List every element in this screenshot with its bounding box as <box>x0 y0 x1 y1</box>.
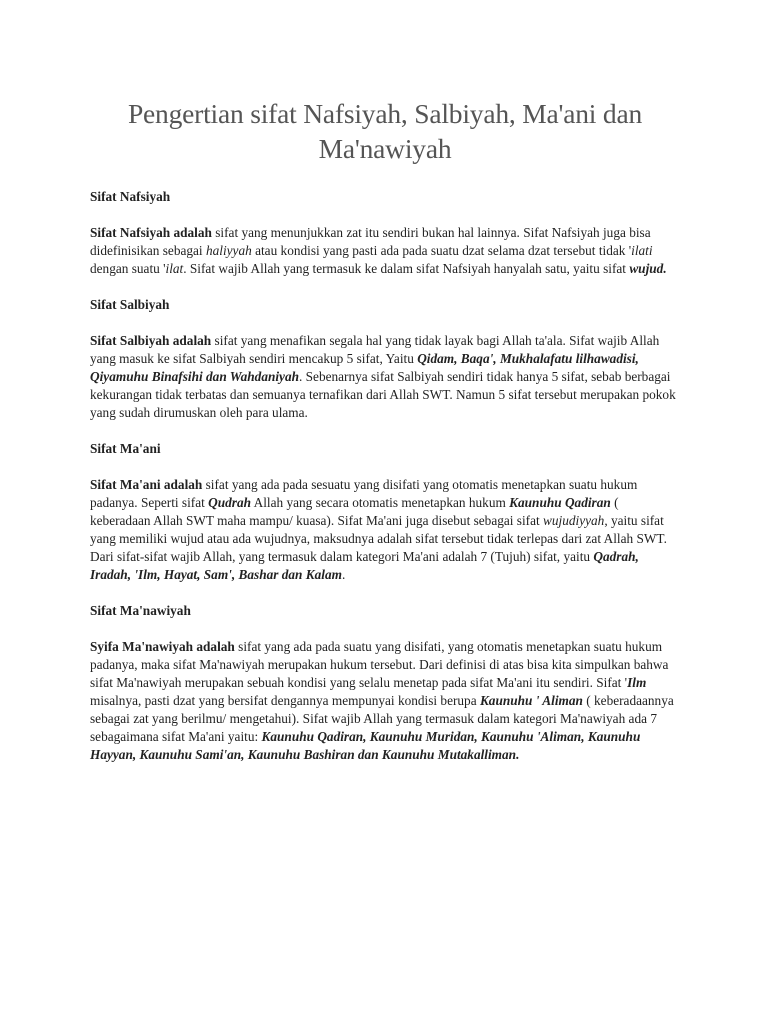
section-paragraph: Sifat Ma'ani adalah sifat yang ada pada sesuatu yang disifati yang otomatis menetapkan suatu hukum padanya. Seperti sifat Qudrah Allah yang secara otomatis menetapkan hukum Kaunuhu Qadiran ( keberadaan Allah SWT maha mampu/ kuasa). Sifat Ma'ani juga disebut sebagai sifat wujudiyyah, yaitu sifat yang memiliki wujud atau ada wujudnya, maksudnya adalah sifat tersebut tidak terlepas dari zat Allah SWT. Dari sifat-sifat wajib Allah, yang termasuk dalam kategori Ma'ani adalah 7 (Tujuh) sifat, yaitu Qadrah, Iradah, 'Ilm, Hayat, Sam', Bashar dan Kalam. <box>90 477 667 582</box>
section-heading: Sifat Ma'ani <box>90 441 161 456</box>
section-salbiyah <box>90 296 680 422</box>
section-heading: Sifat Salbiyah <box>90 297 170 312</box>
section-heading: Sifat Ma'nawiyah <box>90 603 191 618</box>
section-manawiyah <box>90 602 680 764</box>
page-title: Pengertian sifat Nafsiyah, Salbiyah, Ma'ani dan Ma'nawiyah <box>127 98 643 164</box>
document-page <box>90 0 680 764</box>
section-maani <box>90 440 680 584</box>
section-paragraph: Sifat Salbiyah adalah sifat yang menafikan segala hal yang tidak layak bagi Allah ta'ala. Sifat wajib Allah yang masuk ke sifat Salbiyah sendiri mencakup 5 sifat, Yaitu Qidam, Baqa', Mukhalafatu lilhawadisi, Qiyamuhu Binafsihi dan Wahdaniyah. Sebenarnya sifat Salbiyah sendiri tidak hanya 5 sifat, sebab berbagai kekurangan tidak terbatas dan semuanya ternafikan dari Allah SWT. Namun 5 sifat tersebut merupakan pokok yang sudah dirumuskan oleh para ulama. <box>90 333 676 420</box>
section-nafsiyah <box>90 188 680 278</box>
section-paragraph: Syifa Ma'nawiyah adalah sifat yang ada pada suatu yang disifati, yang otomatis menetapkan suatu hukum padanya, maka sifat Ma'nawiyah merupakan hukum tersebut. Dari definisi di atas bisa kita simpulkan bahwa sifat Ma'nawiyah merupakan sebuah kondisi yang selalu menetap pada sifat Ma'ani itu sendiri. Sifat 'Ilm misalnya, pasti dzat yang bersifat dengannya mempunyai kondisi berupa Kaunuhu ' Aliman ( keberadaannya sebagai zat yang berilmu/ mengetahui). Sifat wajib Allah yang termasuk dalam kategori Ma'nawiyah ada 7 sebagaimana sifat Ma'ani yaitu: Kaunuhu Qadiran, Kaunuhu Muridan, Kaunuhu 'Aliman, Kaunuhu Hayyan, Kaunuhu Sami'an, Kaunuhu Bashiran dan Kaunuhu Mutakalliman. <box>90 639 674 762</box>
section-heading: Sifat Nafsiyah <box>90 189 171 204</box>
section-paragraph: Sifat Nafsiyah adalah sifat yang menunjukkan zat itu sendiri bukan hal lainnya. Sifat Nafsiyah juga bisa didefinisikan sebagai haliyyah atau kondisi yang pasti ada pada suatu dzat selama dzat tersebut tidak 'ilati dengan suatu 'ilat. Sifat wajib Allah yang termasuk ke dalam sifat Nafsiyah hanyalah satu, yaitu sifat wujud. <box>90 225 667 276</box>
